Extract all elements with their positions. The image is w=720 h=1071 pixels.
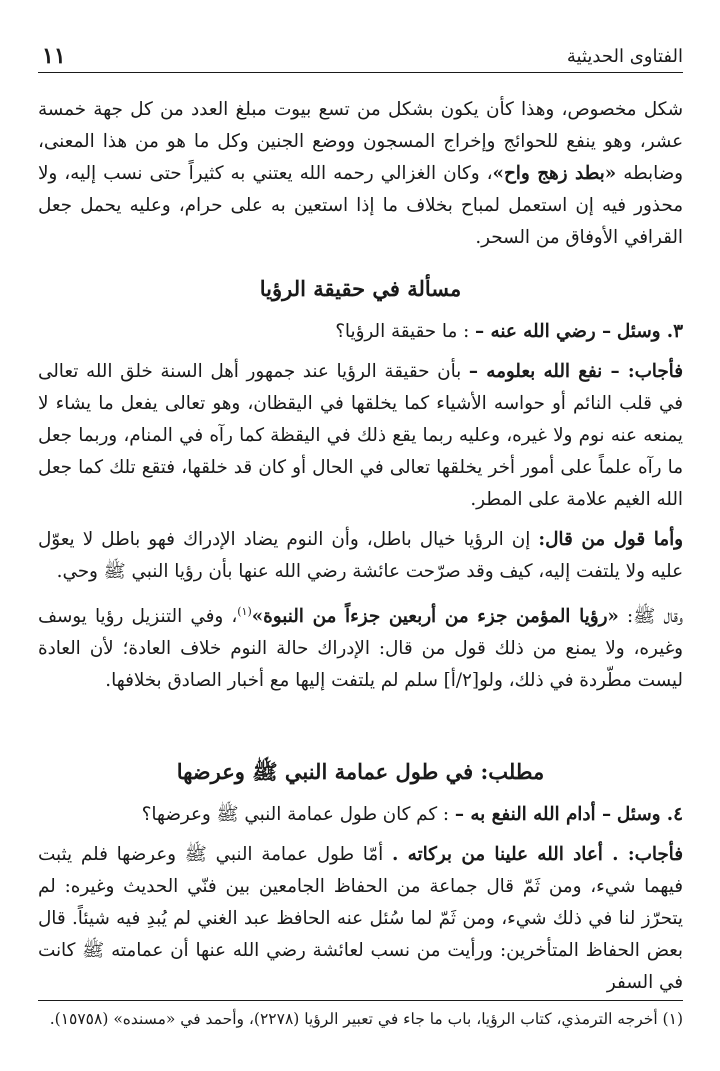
paragraph-1 (38, 94, 683, 254)
hadith-text: ، وفي التنزيل رؤيا يوسف وغيره، ولا يمنع من ذلك قول من قال: الإدراك حالة النوم خلاف العادة؛ لأن العادة ليست مطّردة في ذلك، ولو[٢/أ] سلم لم يلتفت إليها مع أخبار الصادق بخلافها. (38, 606, 683, 692)
question-4 (38, 799, 683, 831)
answer-4 (38, 839, 683, 999)
footnote-separator (38, 1000, 683, 1001)
body-text (38, 94, 683, 999)
book-title: الفتاوى الحديثية (566, 46, 683, 67)
hadith-pre: وقال ﷺ: (627, 606, 683, 628)
para1-bold-formula: «بطد زهج واح» (492, 163, 617, 184)
para1-rest: ، وكان الغزالي رحمه الله يعتني به كثيراً حتى نسب إليه، ولا محذور فيه إن استعمل لمباح بخلاف ما إذا استعين به على حرام، وعليه يحمل جعل القرافي الأوفاق من السحر. (38, 163, 683, 248)
question-4-number: ٤. وسئل (616, 804, 683, 826)
question-4-honorific: – أدام الله النفع به – (454, 804, 612, 826)
footnote-1: (١) أخرجه الترمذي، كتاب الرؤيا، باب ما جاء في تعبير الرؤيا (٢٢٧٨)، وأحمد في «مسنده» (١٥٧٥٨). (49, 1010, 683, 1028)
para1-text: شكل مخصوص، وهذا كأن يكون بشكل من تسع بيوت مبلغ العدد من كل جهة خمسة عشر، وهو ينفع للحوائج وإخراج المسجون ووضع الجنين وكل ما هو من هذا المعنى، وضابطه (38, 99, 683, 184)
question-3-number: ٣. وسئل (616, 321, 683, 342)
question-3-text: : ما حقيقة الرؤيا؟ (335, 321, 470, 342)
page-number: ١١ (42, 43, 66, 69)
section-heading-1: مسألة في حقيقة الرؤيا (259, 276, 462, 301)
footnote-ref-1: (١) (237, 605, 252, 618)
objection-text: إن الرؤيا خيال باطل، وأن النوم يضاد الإدراك فهو باطل لا يعوّل عليه ولا يلتفت إليه، كيف وقد صرّحت عائشة رضي الله عنها بأن رؤيا النبي ﷺ وحي. (38, 529, 683, 582)
question-3 (38, 316, 683, 348)
question-3-honorific: – رضي الله عنه – (475, 321, 612, 342)
paragraph-objection (38, 524, 683, 588)
answer-4-text: أمّا طول عمامة النبي ﷺ وعرضها فلم يثبت فيهما شيء، ومن ثَمّ قال جماعة من الحفاظ الجامعين بين فنّي الحديث وغيره: لم يتحرّز لنا في ذلك شيء، ومن ثَمّ لما سُئل عنه الحافظ عبد الغني لم يُبدِ فيه شيئاً. قال بعض الحفاظ المتأخرين: ورأيت من نسب لعائشة رضي الله عنها أن عمامته ﷺ كانت في السفر (38, 844, 683, 994)
running-header (38, 38, 683, 73)
section-heading-2: مطلب: في طول عمامة النبي ﷺ وعرضها (176, 759, 545, 785)
paragraph-hadith (38, 596, 683, 697)
answer-4-lead: فأجاب: . أعاد الله علينا من بركاته . (391, 844, 683, 866)
hadith-quote: «رؤيا المؤمن جزء من أربعين جزءاً من النبوة» (251, 606, 619, 628)
answer-3-text: بأن حقيقة الرؤيا عند جمهور أهل السنة خلق الله تعالى في قلب النائم أو حواسه الأشياء كما يخلقها في اليقظان، وهو تعالى يفعل ما يشاء لا يمنعه عنه نوم ولا غيره، وعليه ربما يقع ذلك في اليقظة كما رآه في المنام، وربما جعل ما رآه علماً على أمور أخر يخلقها تعالى في الحال أو كان قد خلقها، فتقع تلك كما جعل الله الغيم علامة على المطر. (38, 361, 683, 510)
question-4-text: : كم كان طول عمامة النبي ﷺ وعرضها؟ (141, 804, 450, 826)
answer-3 (38, 356, 683, 516)
answer-3-lead: فأجاب: – نفع الله بعلومه – (468, 361, 683, 382)
objection-lead: وأما قول من قال: (538, 529, 683, 550)
